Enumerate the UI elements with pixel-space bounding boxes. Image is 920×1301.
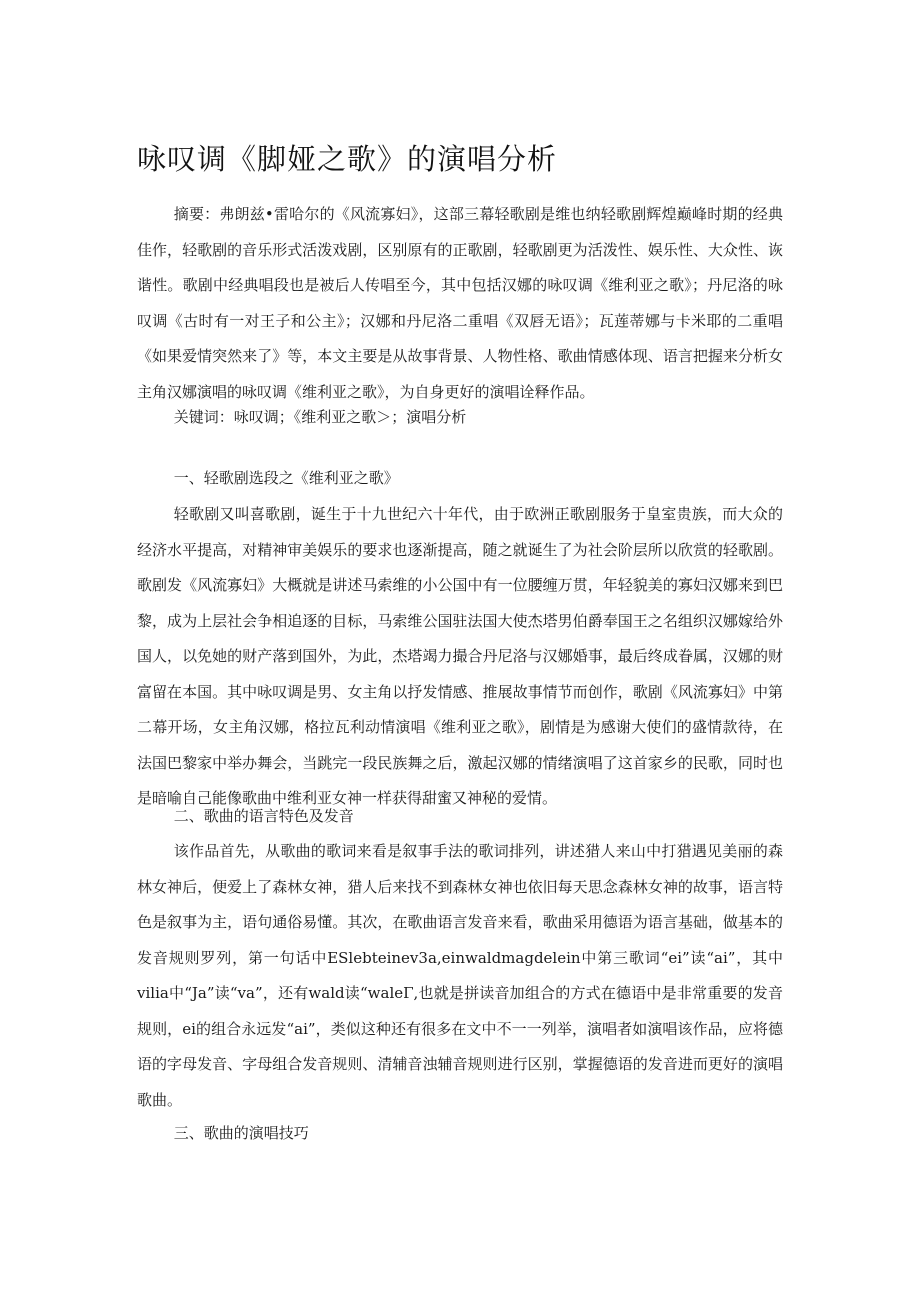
keywords-line: 关键词：咏叹调；《维利亚之歌＞；演唱分析 bbox=[173, 408, 467, 426]
section-1-heading: 一、轻歌剧选段之《维利亚之歌》 bbox=[173, 469, 399, 487]
abstract-paragraph: 摘要：弗朗兹•雷哈尔的《风流寡妇》，这部三幕轻歌剧是维也纳轻歌剧辉煌巅峰时期的经典佳作，轻歌剧的音乐形式活泼戏剧，区别原有的正歌剧，轻歌剧更为活泼性、娱乐性、大众性、诙谐性。歌剧中经典唱段也是被后人传唱至今，其中包括汉娜的咏叹调《维利亚之歌》；丹尼洛的咏叹调《古时有一对王子和公主》；汉娜和丹尼洛二重唱《双唇无语》；瓦莲蒂娜与卡米耶的二重唱《如果爱情突然来了》等，本文主要是从故事背景、人物性格、歌曲情感体现、语言把握来分析女主角汉娜演唱的咏叹调《维利亚之歌》，为自身更好的演唱诠释作品。 bbox=[137, 205, 783, 401]
section-2-paragraph: 该作品首先，从歌曲的歌词来看是叙事手法的歌词排列，讲述猎人来山中打猎遇见美丽的森林女神后，便爱上了森林女神，猎人后来找不到森林女神也依旧每天思念森林女神的故事，语言特色是叙事为主，语句通俗易懂。其次，在歌曲语言发音来看，歌曲采用德语为语言基础，做基本的发音规则罗列，第一句话中ESlebteinev3a,einwaldmagdelein中第三歌词“ei”读“ai”，其中vilia中“Ja”读“va”，还有wald读“waleΓ,也就是拼读音加组合的方式在德语中是非常重要的发音规则，ei的组合永远发“ai”，类似这种还有很多在文中不一一列举，演唱者如演唱该作品，应将德语的字母发音、字母组合发音规则、清辅音浊辅音规则进行区别，掌握德语的发音进而更好的演唱歌曲。 bbox=[137, 842, 783, 1109]
section-1-paragraph: 轻歌剧又叫喜歌剧，诞生于十九世纪六十年代，由于欧洲正歌剧服务于皇室贵族，而大众的经济水平提高，对精神审美娱乐的要求也逐渐提高，随之就诞生了为社会阶层所以欣赏的轻歌剧。歌剧发《风流寡妇》大概就是讲述马索维的小公国中有一位腰缠万贯，年轻貌美的寡妇汉娜来到巴黎，成为上层社会争相追逐的目标，马索维公国驻法国大使杰塔男伯爵奉国王之名组织汉娜嫁给外国人，以免她的财产落到国外，为此，杰塔竭力撮合丹尼洛与汉娜婚事，最后终成眷属，汉娜的财富留在本国。其中咏叹调是男、女主角以抒发情感、推展故事情节而创作，歌剧《风流寡妇》中第二幕开场，女主角汉娜，格拉瓦利动情演唱《维利亚之歌》，剧情是为感谢大使们的盛情款待，在法国巴黎家中举办舞会，当跳完一段民族舞之后，激起汉娜的情绪演唱了这首家乡的民歌，同时也是暗喻自己能像歌曲中维利亚女神一样获得甜蜜又神秘的爱情。 bbox=[137, 505, 783, 807]
page-title: 咏叹调《脚娅之歌》的演唱分析 bbox=[137, 142, 558, 176]
section-2-heading: 二、歌曲的语言特色及发音 bbox=[173, 807, 354, 825]
section-3-heading: 三、歌曲的演唱技巧 bbox=[173, 1124, 309, 1142]
